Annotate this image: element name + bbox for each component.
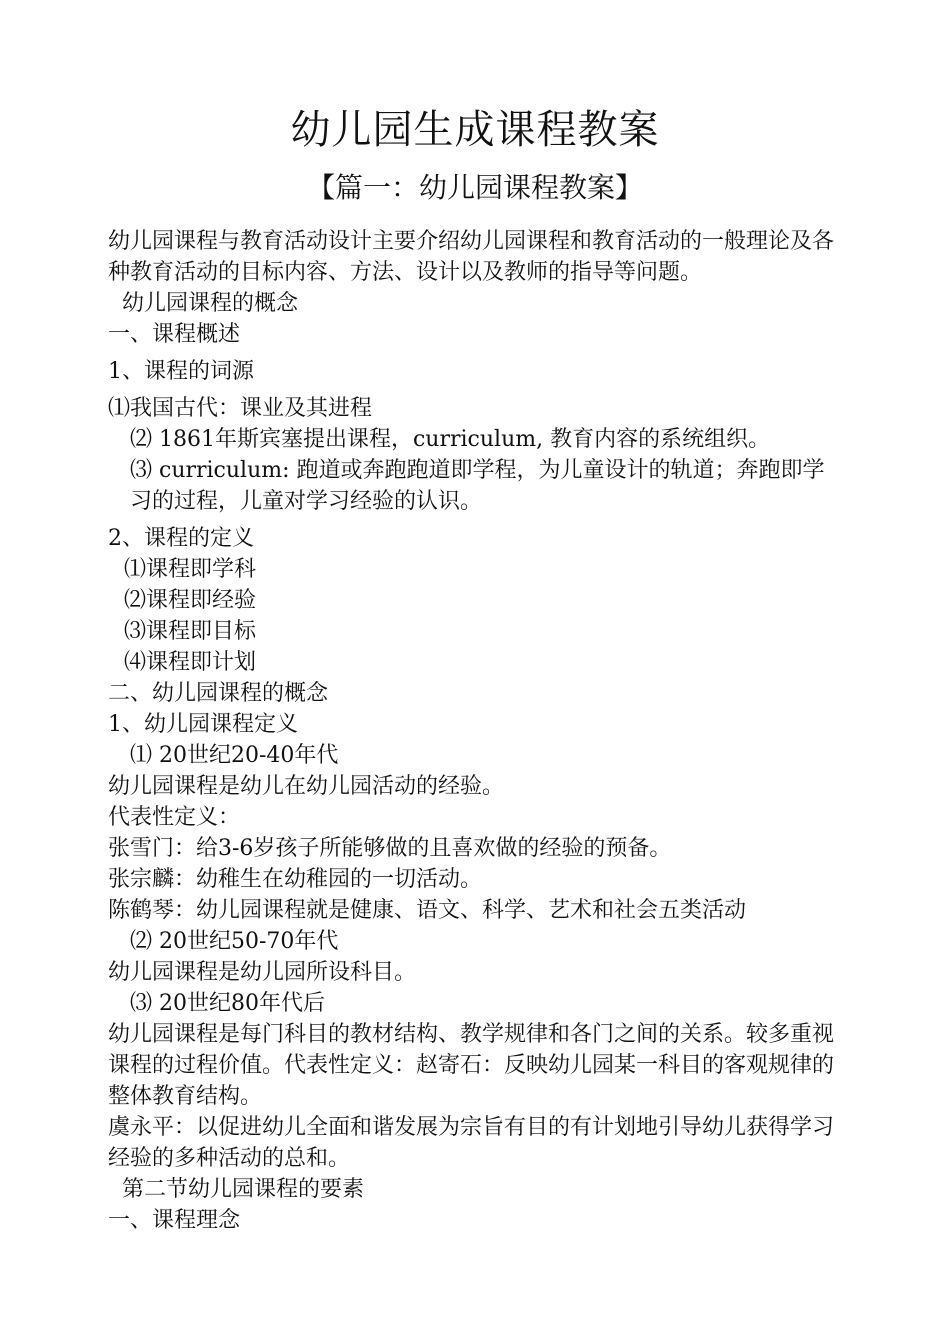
list-item: ⑶课程即目标 [124, 619, 257, 644]
section-heading: 一、课程理念 [108, 1208, 241, 1233]
paragraph-line: 幼儿园课程是每门科目的教材结构、教学规律和各门之间的关系。较多重视课程的过程价值。代表性定义：赵寄石：反映幼儿园某一科目的客观规律的整体教育结构。 [108, 1022, 835, 1109]
list-item: ⑵课程即经验 [124, 588, 257, 613]
document-body [108, 226, 843, 1236]
list-item: ⑴我国古代：课业及其进程 [108, 396, 373, 421]
subsection-heading: 1、课程的词源 [108, 359, 254, 384]
list-item: ⑴课程即学科 [124, 557, 257, 582]
subsection-heading: 2、课程的定义 [108, 526, 254, 551]
paragraph-line: 幼儿园课程是幼儿在幼儿园活动的经验。 [108, 774, 505, 799]
list-item: ⑵ 20世纪50-70年代 [130, 929, 339, 954]
section-heading: 二、幼儿园课程的概念 [108, 681, 329, 706]
document-subtitle: 【篇一：幼儿园课程教案】 [306, 171, 643, 204]
list-item: ⑴ 20世纪20-40年代 [130, 743, 339, 768]
paragraph-line: 张宗麟：幼稚生在幼稚园的一切活动。 [108, 867, 483, 892]
section-heading: 幼儿园课程的概念 [122, 291, 299, 316]
list-item: ⑶ curriculum: 跑道或奔跑跑道即学程，为儿童设计的轨道；奔跑即学习的过程，儿童对学习经验的认识。 [130, 458, 825, 514]
list-item: ⑶ 20世纪80年代后 [130, 991, 325, 1016]
subsection-heading: 1、幼儿园课程定义 [108, 712, 298, 737]
paragraph-line: 代表性定义： [108, 805, 241, 830]
intro-paragraph: 幼儿园课程与教育活动设计主要介绍幼儿园课程和教育活动的一般理论及各种教育活动的目标内容、方法、设计以及教师的指导等问题。 [108, 229, 835, 285]
section-heading: 一、课程概述 [108, 322, 241, 347]
paragraph-line: 陈鹤琴：幼儿园课程就是健康、语文、科学、艺术和社会五类活动 [108, 898, 747, 923]
list-item: ⑵ 1861年斯宾塞提出课程，curriculum, 教育内容的系统组织。 [130, 427, 771, 452]
document-title: 幼儿园生成课程教案 [290, 107, 660, 153]
paragraph-line: 张雪门：给3-6岁孩子所能够做的且喜欢做的经验的预备。 [108, 836, 672, 861]
section-heading: 第二节幼儿园课程的要素 [122, 1177, 365, 1202]
list-item: ⑷课程即计划 [124, 650, 257, 675]
paragraph-line: 幼儿园课程是幼儿园所设科目。 [108, 960, 417, 985]
paragraph-line: 虞永平：以促进幼儿全面和谐发展为宗旨有目的有计划地引导幼儿获得学习经验的多种活动的总和。 [108, 1115, 835, 1171]
